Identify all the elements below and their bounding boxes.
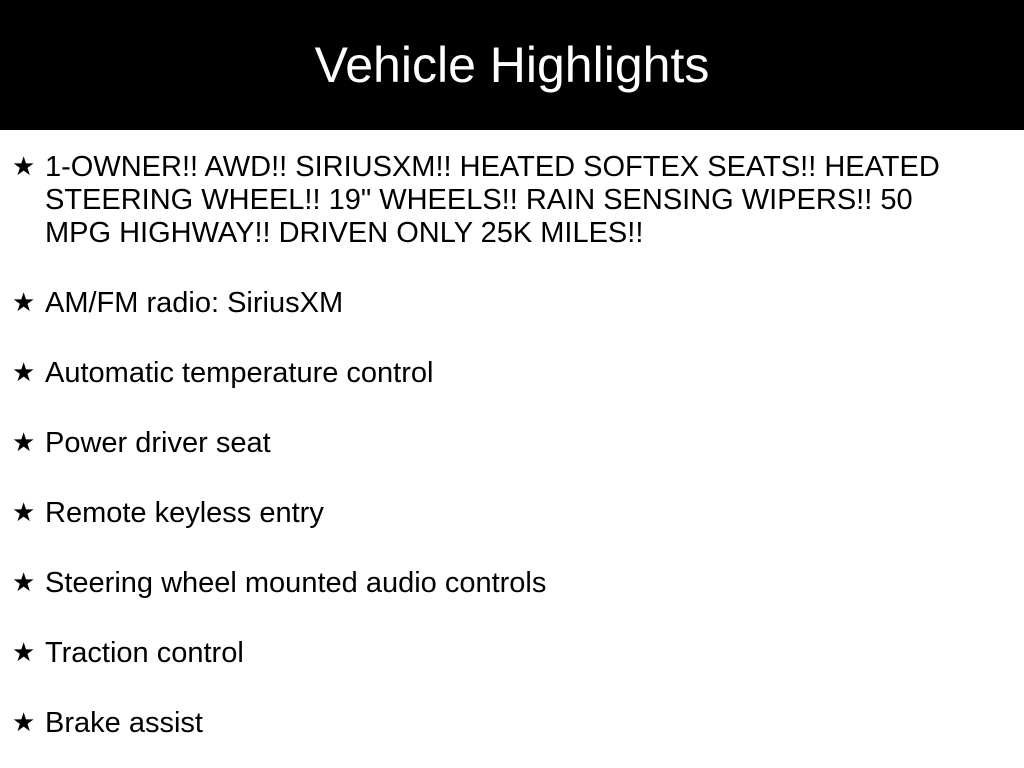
highlight-item-text: Steering wheel mounted audio controls [45,567,547,599]
highlight-item-text: Traction control [45,637,244,669]
header-band [0,0,1024,130]
highlight-item-text: 1-OWNER!! AWD!! SIRIUSXM!! HEATED SOFTEX SEATS!! HEATED STEERING WHEEL!! 19" WHEELS!! RAIN SENSING WIPERS!! 50 MPG HIGHWAY!! DRIVEN ONLY 25K MILES!! [45,151,940,249]
black-star-icon: ★ [12,358,36,388]
highlight-item [0,707,965,740]
black-star-icon: ★ [12,568,36,598]
highlight-item [0,357,965,390]
highlight-item-text: Power driver seat [45,427,271,459]
highlight-item [0,151,965,250]
black-star-icon: ★ [12,638,36,668]
highlight-item-text: Remote keyless entry [45,497,324,529]
black-star-icon: ★ [12,708,36,738]
black-star-icon: ★ [12,152,36,182]
black-star-icon: ★ [12,498,36,528]
highlight-item-text: Automatic temperature control [45,357,434,389]
highlight-item-text: AM/FM radio: SiriusXM [45,287,344,319]
highlights-list [0,151,1024,740]
highlight-item [0,287,965,320]
black-star-icon: ★ [12,288,36,318]
black-star-icon: ★ [12,428,36,458]
highlight-item [0,427,965,460]
page-title: Vehicle Highlights [314,37,710,93]
highlight-item-text: Brake assist [45,707,203,739]
content-area [0,130,1024,740]
highlight-item [0,637,965,670]
highlight-item [0,567,965,600]
highlight-item [0,497,965,530]
